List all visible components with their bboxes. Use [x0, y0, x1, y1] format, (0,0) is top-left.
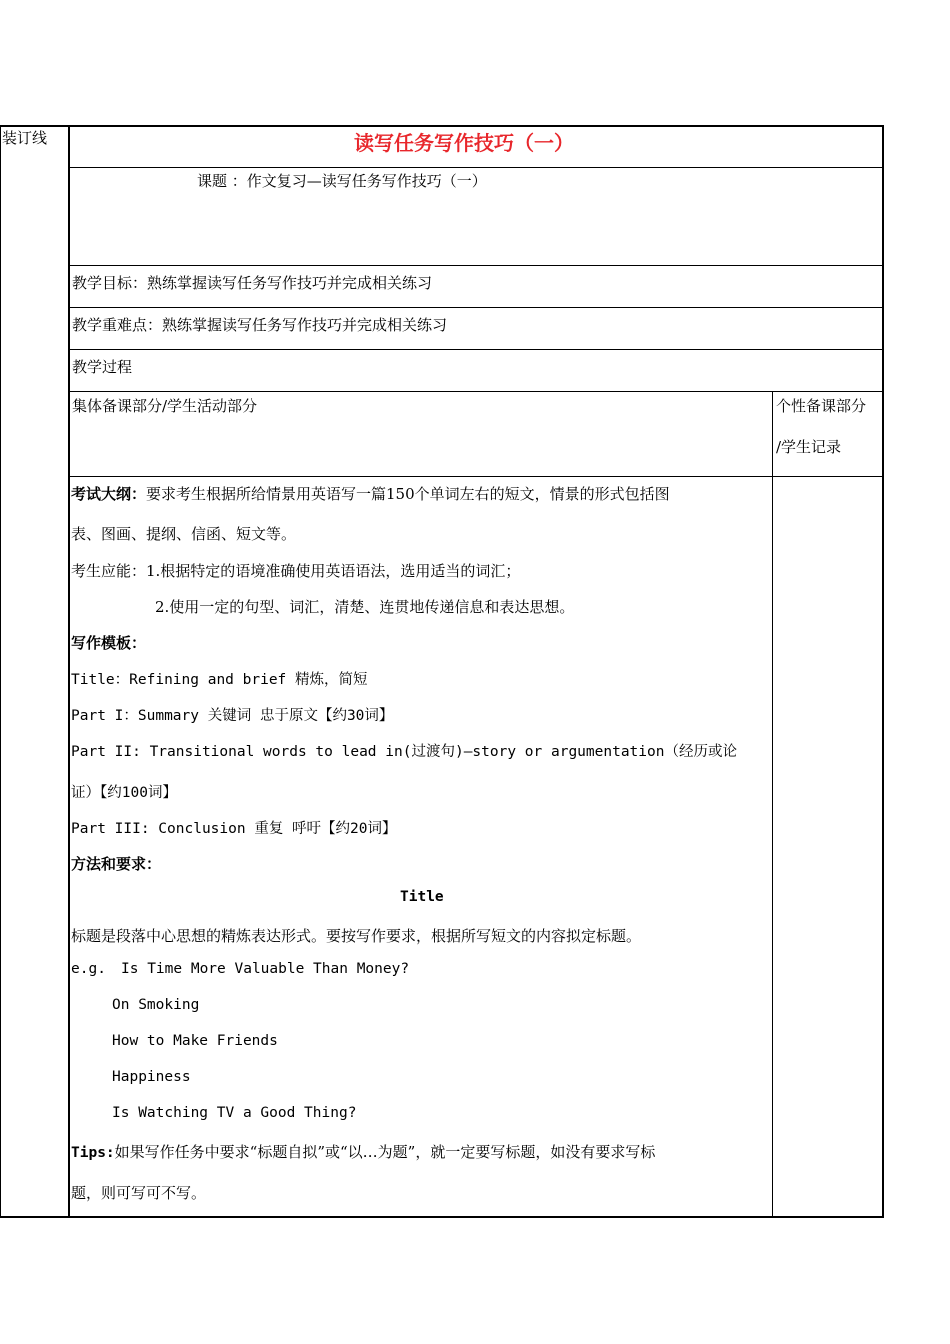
row-divider [68, 391, 884, 392]
template-part2-line2: 证）【约100词】 [71, 785, 177, 801]
binding-divider [68, 125, 70, 1218]
table-border-bottom [0, 1216, 884, 1218]
eg-label: e.g. [71, 961, 106, 977]
binding-label: 装订线 [2, 129, 48, 147]
example-item: Happiness [112, 1069, 191, 1085]
row-divider [68, 307, 884, 308]
section-title: Title [400, 889, 444, 905]
template-title: Title：Refining and brief 精炼，简短 [71, 672, 368, 688]
topic-line: 课题 ：作文复习—读写任务写作技巧（一） [197, 172, 487, 190]
row-divider [68, 167, 884, 168]
ability-2: 2.使用一定的句型、词汇，清楚、连贯地传递信息和表达思想。 [155, 598, 575, 616]
row-divider [68, 349, 884, 350]
teaching-key-points: 教学重难点：熟练掌握读写任务写作技巧并完成相关练习 [72, 316, 448, 334]
row-divider [68, 265, 884, 266]
ability-1: 考生应能：1.根据特定的语境准确使用英语语法，选用适当的词汇； [71, 562, 521, 580]
teaching-goal: 教学目标：熟练掌握读写任务写作技巧并完成相关练习 [72, 274, 433, 292]
column-divider [772, 391, 773, 1218]
teaching-process: 教学过程 [72, 358, 133, 376]
tips-line-1 [71, 1141, 655, 1162]
example-item: Is Time More Valuable Than Money? [121, 961, 410, 977]
template-part1: Part I：Summary 关键词 忠于原文【约30词】 [71, 708, 394, 724]
example-item: How to Make Friends [112, 1033, 278, 1049]
left-column-header: 集体备课部分/学生活动部分 [72, 397, 258, 415]
tips-line-2: 题，则可写可不写。 [71, 1184, 207, 1202]
syllabus-line-2: 表、图画、提纲、信函、短文等。 [71, 525, 297, 543]
method-label: 方法和要求： [71, 855, 162, 873]
syllabus-label: 考试大纲： [71, 485, 147, 503]
table-border-right [882, 125, 884, 1218]
template-part2-line1: Part II: Transitional words to lead in(过渡句)—story or argumentation（经历或论 [71, 744, 737, 760]
template-label: 写作模板： [71, 634, 147, 652]
row-divider [68, 476, 884, 477]
template-part3: Part III: Conclusion 重复 呼吁【约20词】 [71, 821, 397, 837]
example-item: On Smoking [112, 997, 200, 1013]
tips-text: 如果写作任务中要求“标题自拟”或“以…为题”，就一定要写标题，如没有要求写标 [114, 1143, 656, 1161]
example-item: Is Watching TV a Good Thing? [112, 1105, 357, 1121]
table-border-left [0, 125, 1, 1218]
right-column-header-line1: 个性备课部分 [776, 397, 867, 415]
title-description: 标题是段落中心思想的精炼表达形式。要按写作要求，根据所写短文的内容拟定标题。 [71, 927, 642, 945]
page-title: 读写任务写作技巧（一） [354, 131, 574, 155]
right-column-header-line2: /学生记录 [776, 438, 842, 456]
syllabus-line-1 [71, 483, 670, 504]
tips-label: Tips: [71, 1145, 115, 1161]
syllabus-text: 要求考生根据所给情景用英语写一篇150个单词左右的短文，情景的形式包括图 [146, 485, 670, 503]
